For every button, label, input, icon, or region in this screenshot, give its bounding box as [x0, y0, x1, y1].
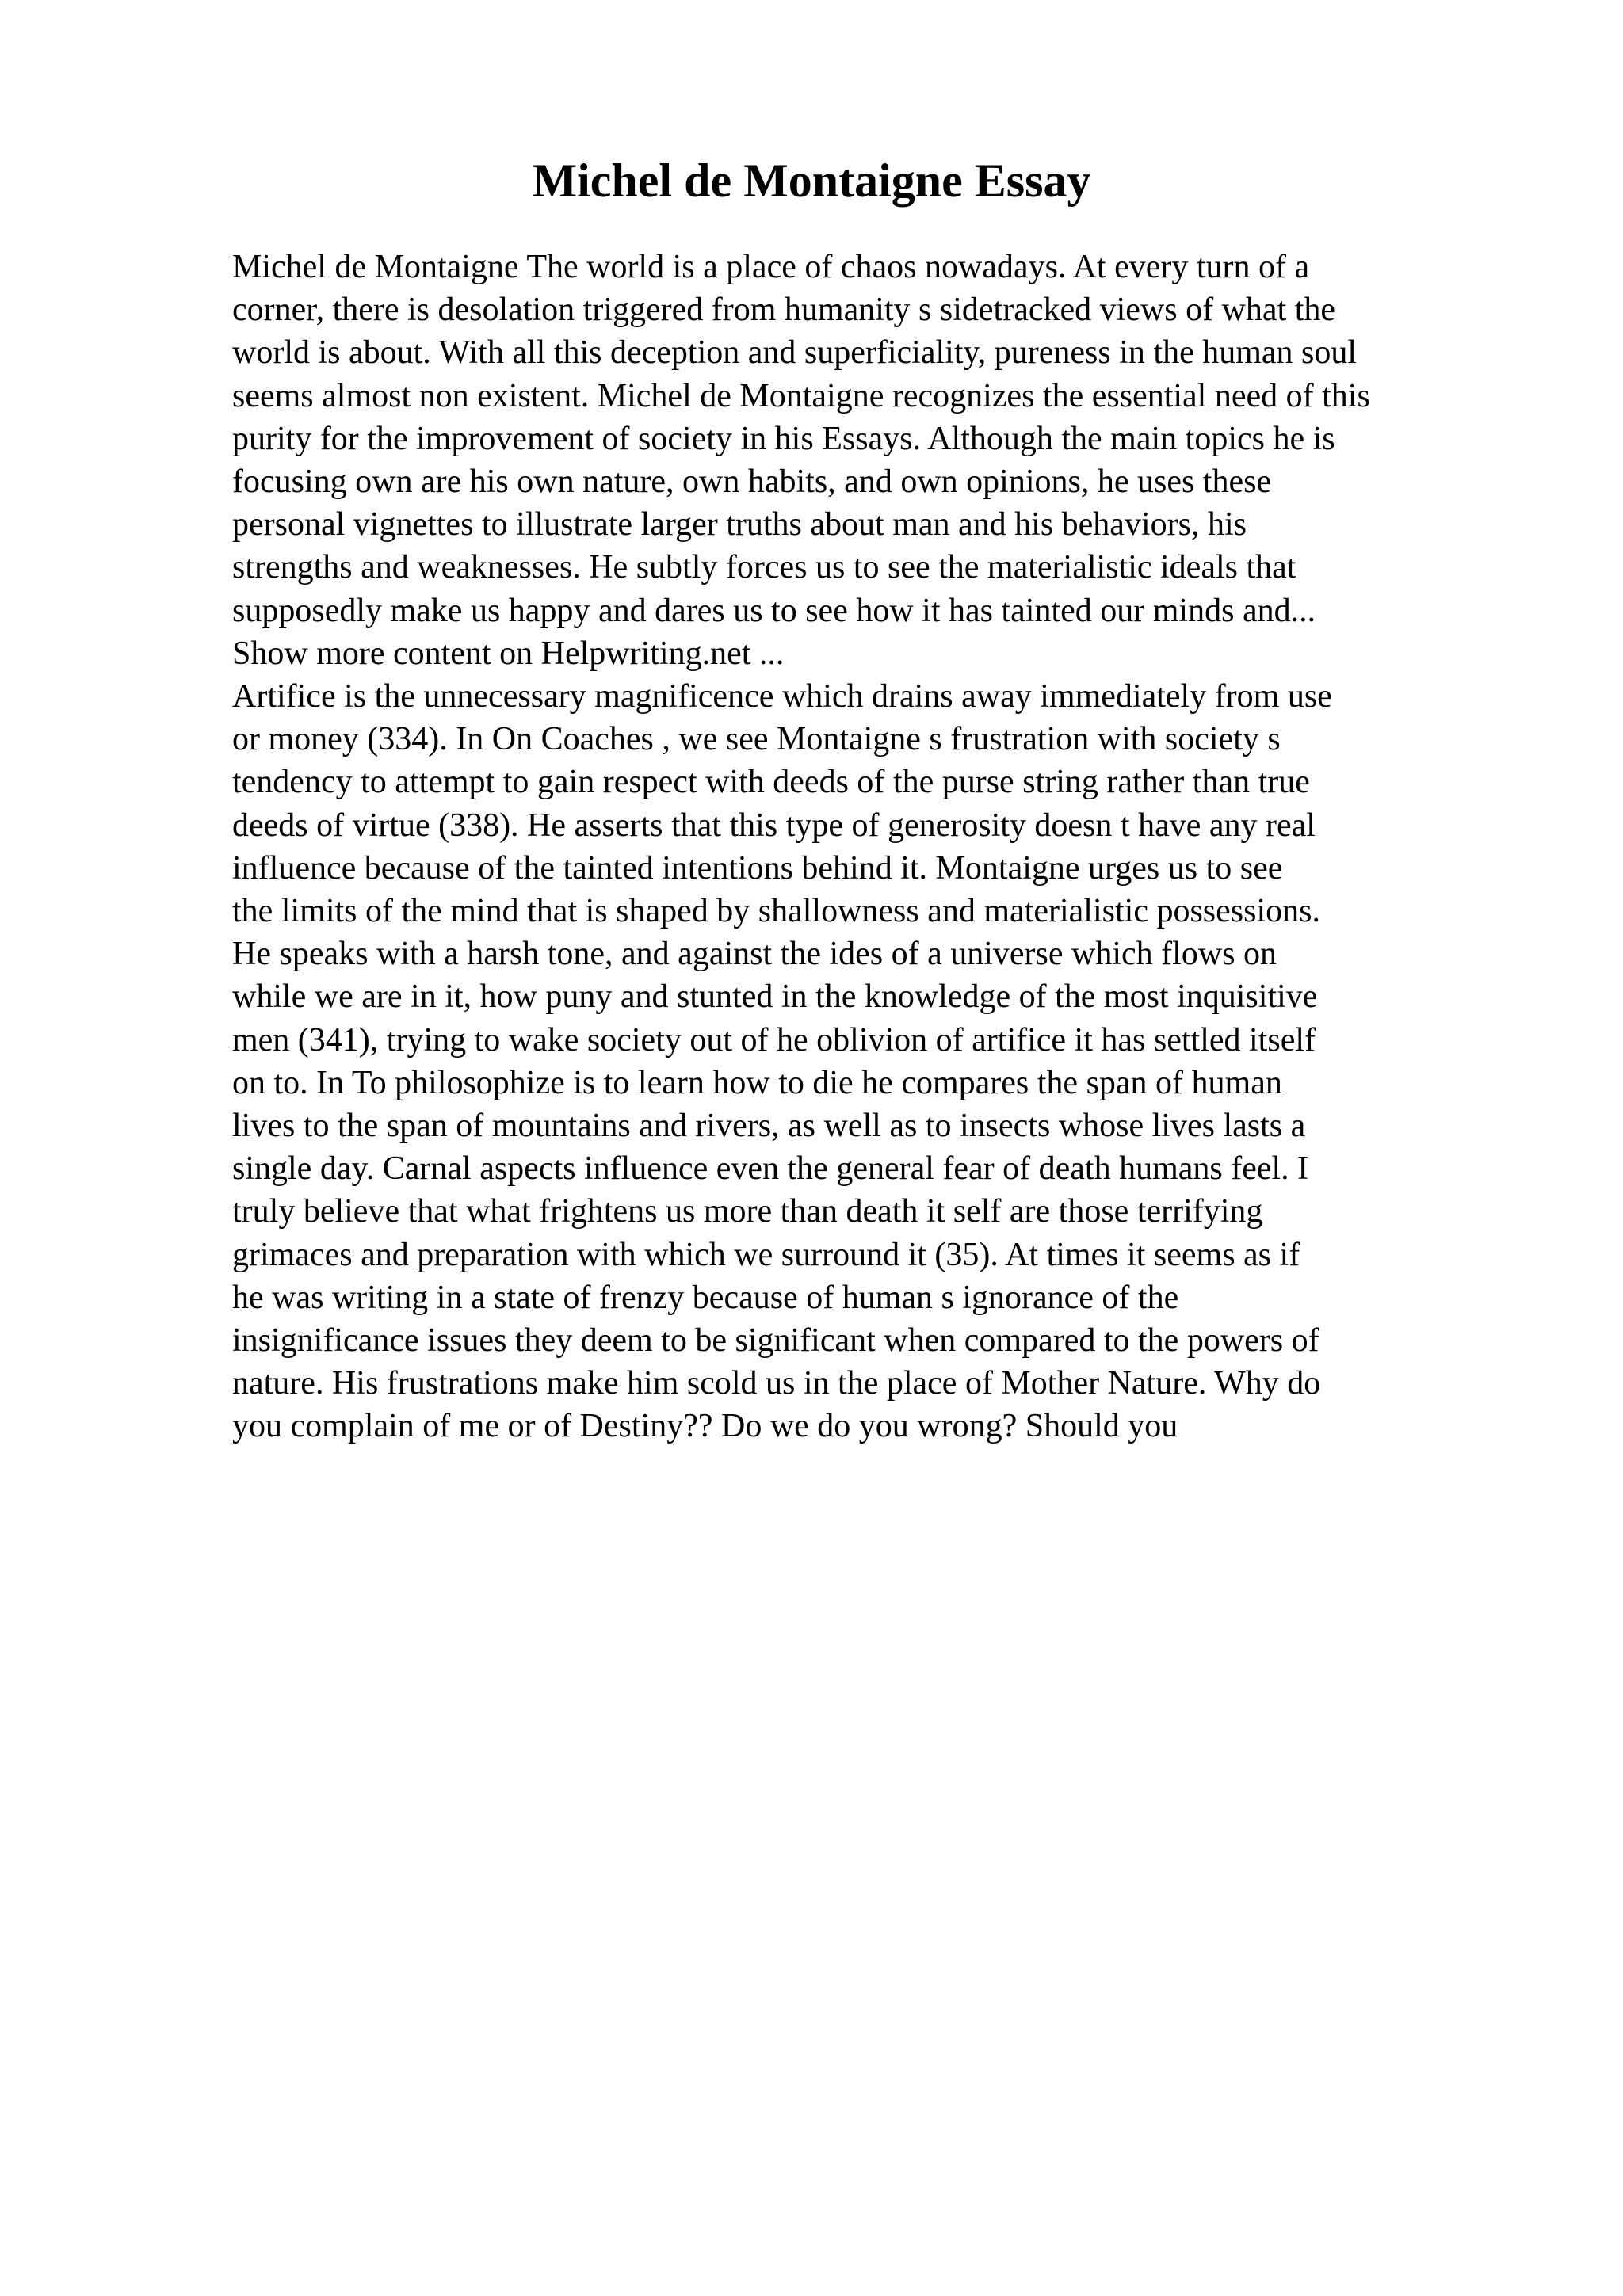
body-line: strengths and weaknesses. He subtly forces us to see the materialistic ideals that	[232, 549, 1296, 586]
body-line: insignificance issues they deem to be significant when compared to the powers of	[232, 1322, 1319, 1360]
body-line: supposedly make us happy and dares us to see how it has tainted our minds and...	[232, 592, 1316, 629]
body-line: on to. In To philosophize is to learn how to die he compares the span of human	[232, 1064, 1282, 1101]
body-line: while we are in it, how puny and stunted in the knowledge of the most inquisitive	[232, 978, 1318, 1016]
show-more-link[interactable]: Show more content on Helpwriting.net ...	[232, 635, 785, 672]
body-line: personal vignettes to illustrate larger truths about man and his behaviors, his	[232, 506, 1247, 543]
body-line: He speaks with a harsh tone, and against the ides of a universe which flows on	[232, 936, 1277, 973]
body-line: purity for the improvement of society in his Essays. Although the main topics he is	[232, 420, 1335, 457]
body-line: seems almost non existent. Michel de Montaigne recognizes the essential need of this	[232, 377, 1370, 414]
body-line: lives to the span of mountains and rivers, as well as to insects whose lives lasts a	[232, 1108, 1306, 1145]
document-title: Michel de Montaigne Essay	[532, 154, 1091, 207]
body-line: the limits of the mind that is shaped by shallowness and materialistic possessions.	[232, 893, 1320, 930]
body-line: truly believe that what frightens us more than death it self are those terrifying	[232, 1193, 1263, 1230]
body-line: corner, there is desolation triggered from humanity s sidetracked views of what the	[232, 292, 1336, 329]
body-line: you complain of me or of Destiny?? Do we do you wrong? Should you	[232, 1408, 1178, 1445]
body-line: world is about. With all this deception and superficiality, pureness in the human soul	[232, 334, 1358, 372]
body-line: focusing own are his own nature, own habits, and own opinions, he uses these	[232, 463, 1272, 501]
body-line: or money (334). In On Coaches , we see Montaigne s frustration with society s	[232, 721, 1281, 758]
body-line: grimaces and preparation with which we surround it (35). At times it seems as if	[232, 1236, 1300, 1273]
body-line: influence because of the tainted intentions behind it. Montaigne urges us to see	[232, 849, 1283, 887]
body-line: single day. Carnal aspects influence even the general fear of death humans feel. I	[232, 1150, 1309, 1188]
body-line: tendency to attempt to gain respect with deeds of the purse string rather than true	[232, 764, 1310, 801]
body-line: Artifice is the unnecessary magnificence which drains away immediately from use	[232, 678, 1332, 715]
document-body	[232, 246, 1500, 1448]
body-line: Michel de Montaigne The world is a place of chaos nowadays. At every turn of a	[232, 249, 1310, 285]
body-line: nature. His frustrations make him scold us in the place of Mother Nature. Why do	[232, 1365, 1321, 1402]
body-line: men (341), trying to wake society out of he oblivion of artifice it has settled itself	[232, 1021, 1316, 1058]
body-line: he was writing in a state of frenzy because of human s ignorance of the	[232, 1279, 1179, 1316]
body-line: deeds of virtue (338). He asserts that this type of generosity doesn t have any real	[232, 807, 1316, 844]
